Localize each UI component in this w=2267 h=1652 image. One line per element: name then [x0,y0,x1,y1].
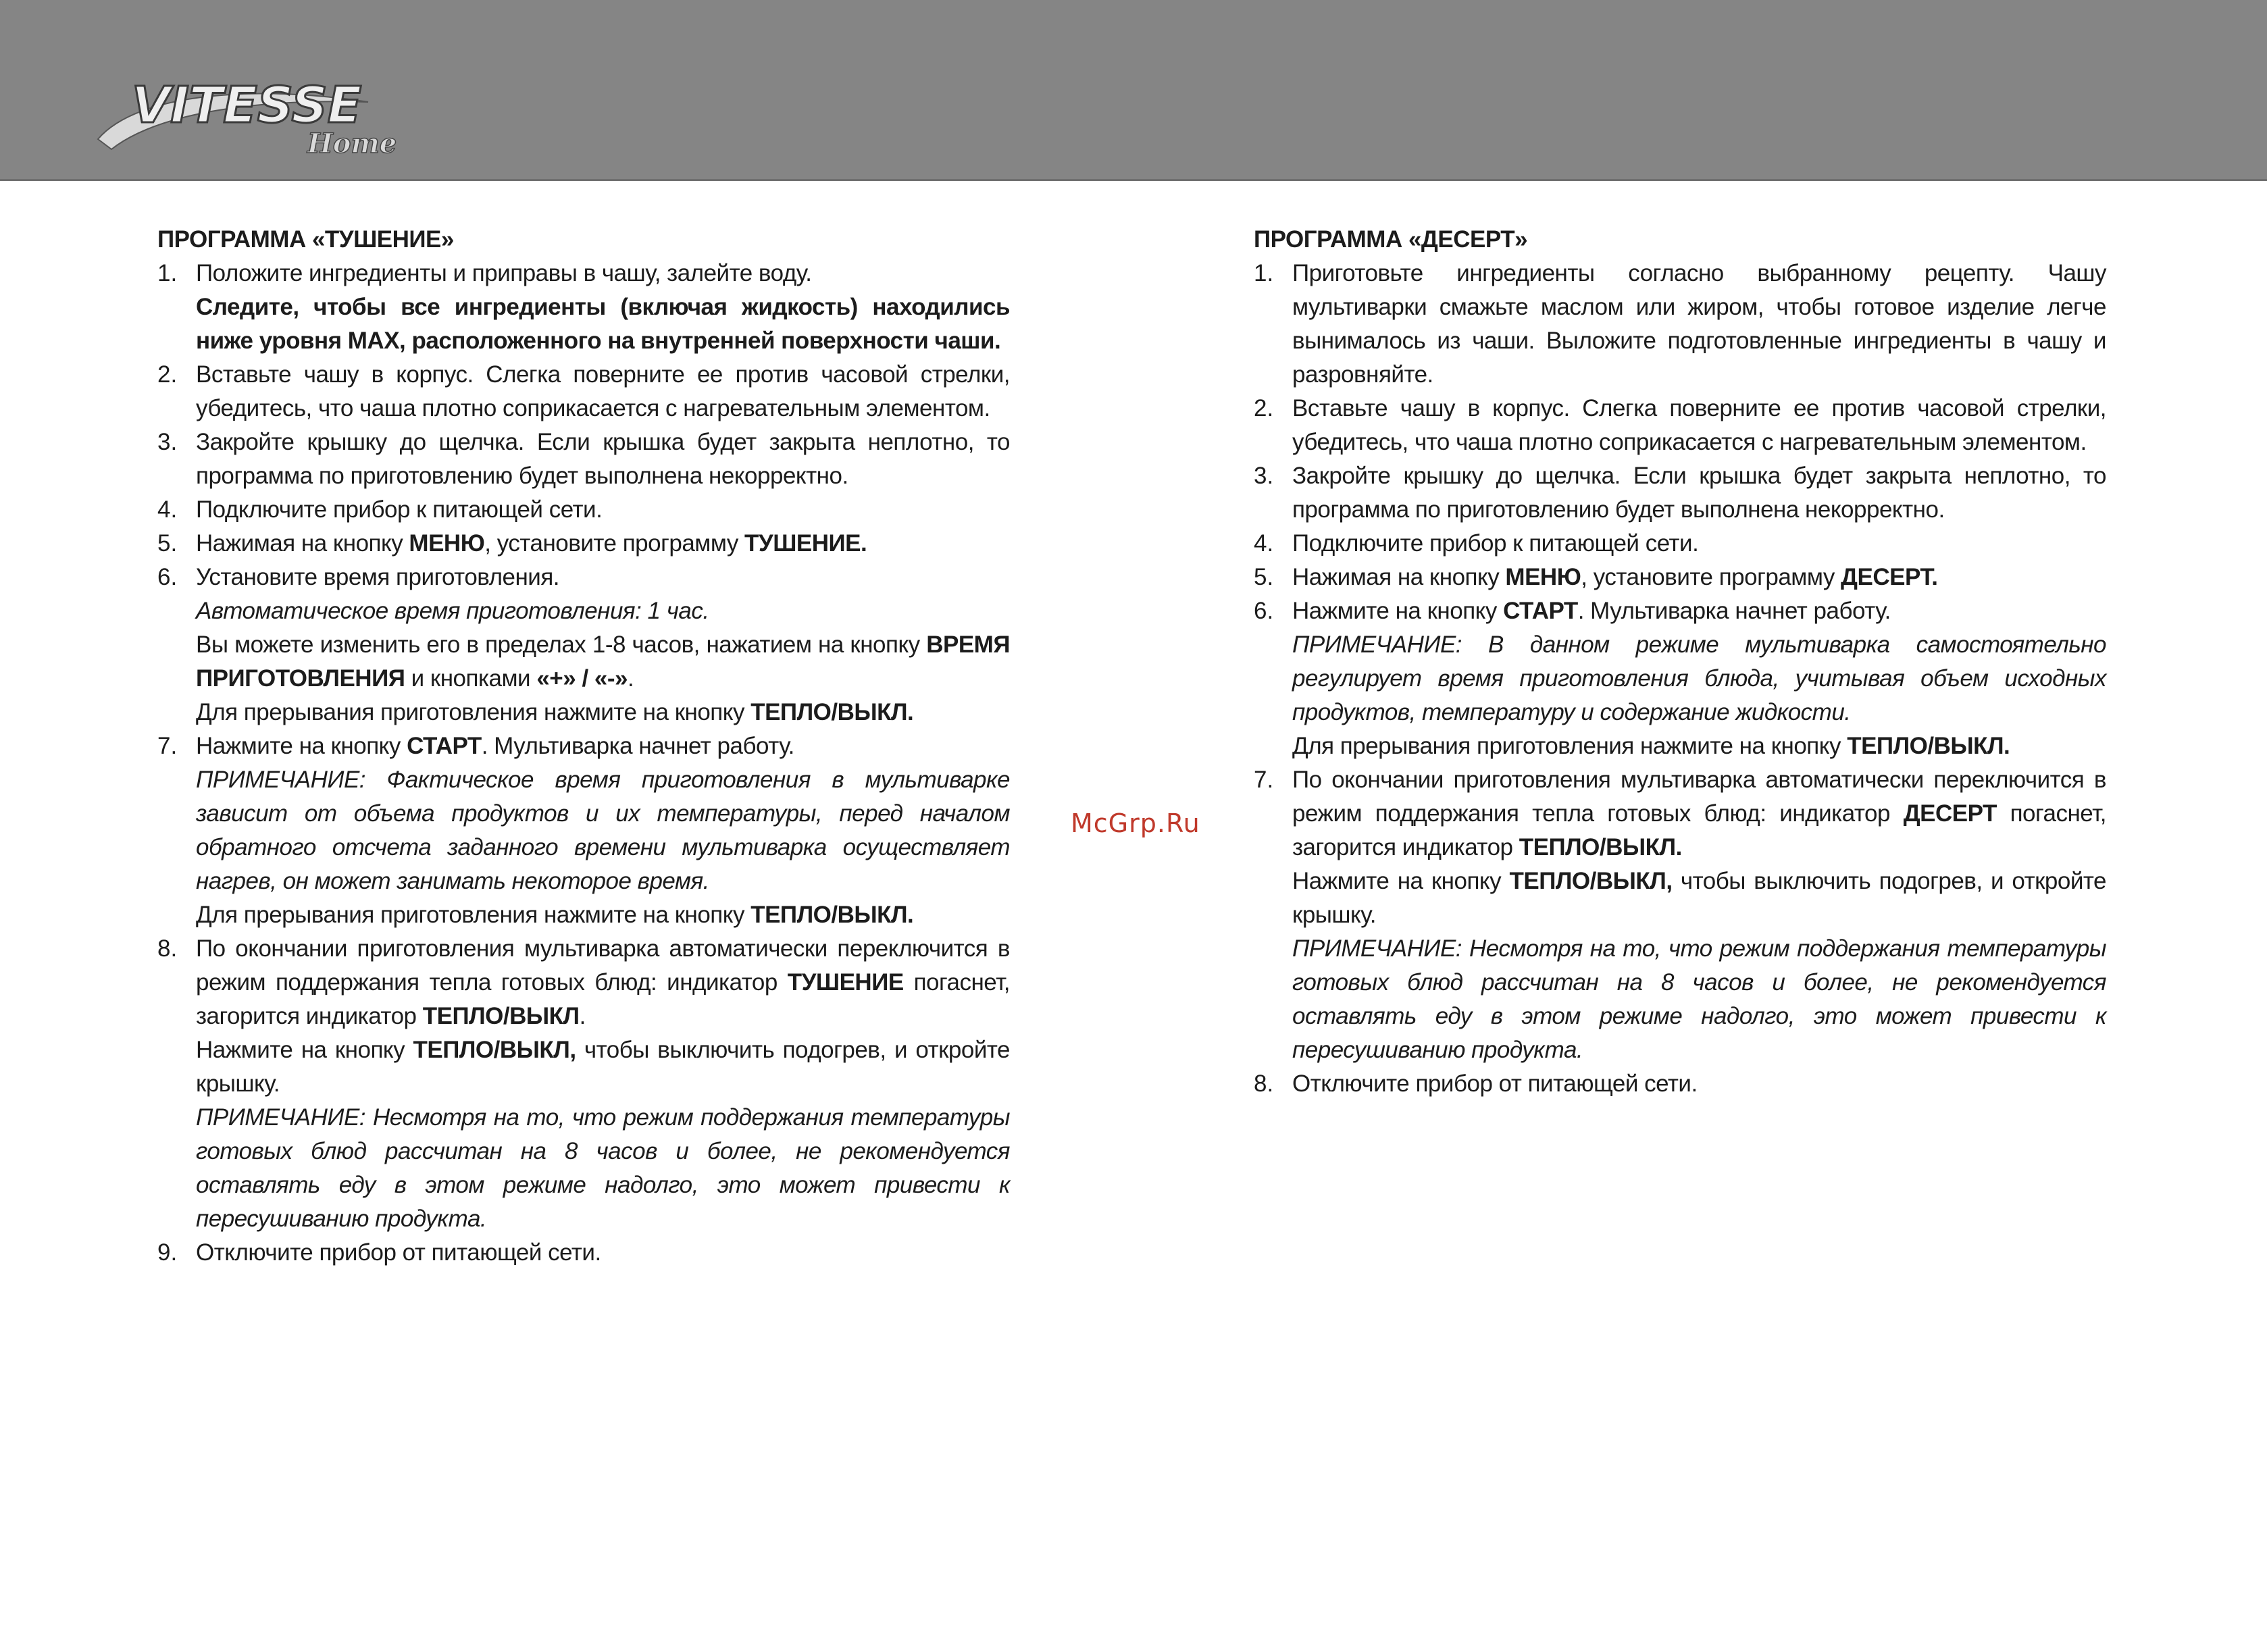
step [1254,527,2106,561]
program-stewing-column [157,223,1010,1270]
step-text: Вставьте чашу в корпус. Слегка поверните ее против часовой стрелки, убедитесь, что чаша плотно соприкасается с нагревательным элементом. [196,361,1010,421]
step-text: Вы можете изменить его в пределах 1-8 часов, нажатием на кнопку ВРЕМЯ ПРИГОТОВЛЕНИЯ и кнопками «+» / «-». [196,631,1010,692]
step-text: Отключите прибор от питающей сети. [196,1239,601,1266]
page-header [0,0,2267,181]
step-text: По окончании приготовления мультиварка автоматически переключится в режим поддержания тепла готовых блюд: индикатор ДЕСЕРТ погаснет, загорится индикатор ТЕПЛО/ВЫКЛ. [1292,767,2106,860]
step-text: Положите ингредиенты и приправы в чашу, залейте воду. [196,260,812,286]
step-text: Нажмите на кнопку ТЕПЛО/ВЫКЛ, чтобы выключить подогрев, и откройте крышку. [196,1037,1010,1097]
steps-list [1254,257,2106,1101]
step [1254,459,2106,527]
step-number: 5. [157,530,178,557]
logo-sub-text: Home [307,128,397,159]
step-text: Отключите прибор от питающей сети. [1292,1070,1698,1097]
step-number: 8. [1254,1070,1274,1097]
step-text: Закройте крышку до щелчка. Если крышка будет закрыта неплотно, то программа по приготовлению будет выполнена некорректно. [1292,463,2106,523]
step-number: 2. [157,361,178,388]
step [157,729,1010,932]
step [1254,763,2106,1067]
section-title: ПРОГРАММА «ТУШЕНИЕ» [157,226,454,253]
program-dessert-column [1254,223,2106,1101]
step [157,932,1010,1236]
step [157,493,1010,527]
step-text: Нажмите на кнопку СТАРТ. Мультиварка начнет работу. [1292,598,1891,624]
step [157,1236,1010,1270]
step-text: Нажмите на кнопку ТЕПЛО/ВЫКЛ, чтобы выключить подогрев, и откройте крышку. [1292,868,2106,928]
step-warning: Следите, чтобы все ингредиенты (включая жидкость) находились ниже уровня MAX, расположенного на внутренней поверхности чаши. [196,294,1010,354]
step-number: 4. [1254,530,1274,557]
step-note: ПРИМЕЧАНИЕ: Несмотря на то, что режим поддержания температуры готовых блюд рассчитан на 8 часов и более, не рекомендуется оставлять еду в этом режиме надолго, это может привести к пересушиванию продукта. [196,1104,1010,1232]
section-title: ПРОГРАММА «ДЕСЕРТ» [1254,226,1528,253]
step-text: Приготовьте ингредиенты согласно выбранному рецепту. Чашу мультиварки смажьте маслом или жиром, чтобы готовое изделие легче вынималось из чаши. Выложите подготовленные ингредиенты в чашу и разровняйте. [1292,260,2106,388]
step-number: 9. [157,1239,178,1266]
step [1254,594,2106,763]
step-text: Нажимая на кнопку МЕНЮ, установите программу ДЕСЕРТ. [1292,564,1938,590]
step-number: 2. [1254,395,1274,421]
step-note: ПРИМЕЧАНИЕ: Несмотря на то, что режим поддержания температуры готовых блюд рассчитан на 8 часов и более, не рекомендуется оставлять еду в этом режиме надолго, это может привести к пересушиванию продукта. [1292,935,2106,1063]
step-number: 7. [1254,767,1274,793]
step-text: Для прерывания приготовления нажмите на кнопку ТЕПЛО/ВЫКЛ. [196,699,914,725]
logo-brand-text: VITESSE [132,76,362,134]
step-number: 8. [157,935,178,962]
step-number: 6. [1254,598,1274,624]
step [157,527,1010,561]
step-text: По окончании приготовления мультиварка автоматически переключится в режим поддержания тепла готовых блюд: индикатор ТУШЕНИЕ погаснет, загорится индикатор ТЕПЛО/ВЫКЛ. [196,935,1010,1029]
step [157,425,1010,493]
step-text: Установите время приготовления. [196,564,560,590]
step-note: ПРИМЕЧАНИЕ: Фактическое время приготовления в мультиварке зависит от объема продуктов и их температуры, перед началом обратного отсчета заданного времени мультиварка осуществляет нагрев, он может занимать некоторое время. [196,767,1010,894]
vitesse-logo [84,65,409,166]
step-text: Нажимая на кнопку МЕНЮ, установите программу ТУШЕНИЕ. [196,530,867,557]
step [157,358,1010,425]
step [1254,257,2106,392]
step-text: Для прерывания приготовления нажмите на кнопку ТЕПЛО/ВЫКЛ. [196,902,914,928]
step-text: Подключите прибор к питающей сети. [196,496,603,523]
step [1254,392,2106,459]
step-number: 1. [157,260,178,286]
step [157,257,1010,358]
step-text: Вставьте чашу в корпус. Слегка поверните ее против часовой стрелки, убедитесь, что чаша плотно соприкасается с нагревательным элементом. [1292,395,2106,455]
step-number: 5. [1254,564,1274,590]
step [1254,561,2106,594]
watermark: McGrp.Ru [1071,808,1200,838]
step-note: Автоматическое время приготовления: 1 час. [196,598,709,624]
step-number: 1. [1254,260,1274,286]
step-text: Для прерывания приготовления нажмите на кнопку ТЕПЛО/ВЫКЛ. [1292,733,2010,759]
step [1254,1067,2106,1101]
step-text: Подключите прибор к питающей сети. [1292,530,1699,557]
step-text: Закройте крышку до щелчка. Если крышка будет закрыта неплотно, то программа по приготовлению будет выполнена некорректно. [196,429,1010,489]
step-number: 3. [1254,463,1274,489]
step-number: 4. [157,496,178,523]
step-number: 7. [157,733,178,759]
step-number: 3. [157,429,178,455]
steps-list [157,257,1010,1270]
step-number: 6. [157,564,178,590]
step-text: Нажмите на кнопку СТАРТ. Мультиварка начнет работу. [196,733,794,759]
step-note: ПРИМЕЧАНИЕ: В данном режиме мультиварка самостоятельно регулирует время приготовления блюда, учитывая объем исходных продуктов, температуру и содержание жидкости. [1292,631,2106,725]
step [157,561,1010,729]
